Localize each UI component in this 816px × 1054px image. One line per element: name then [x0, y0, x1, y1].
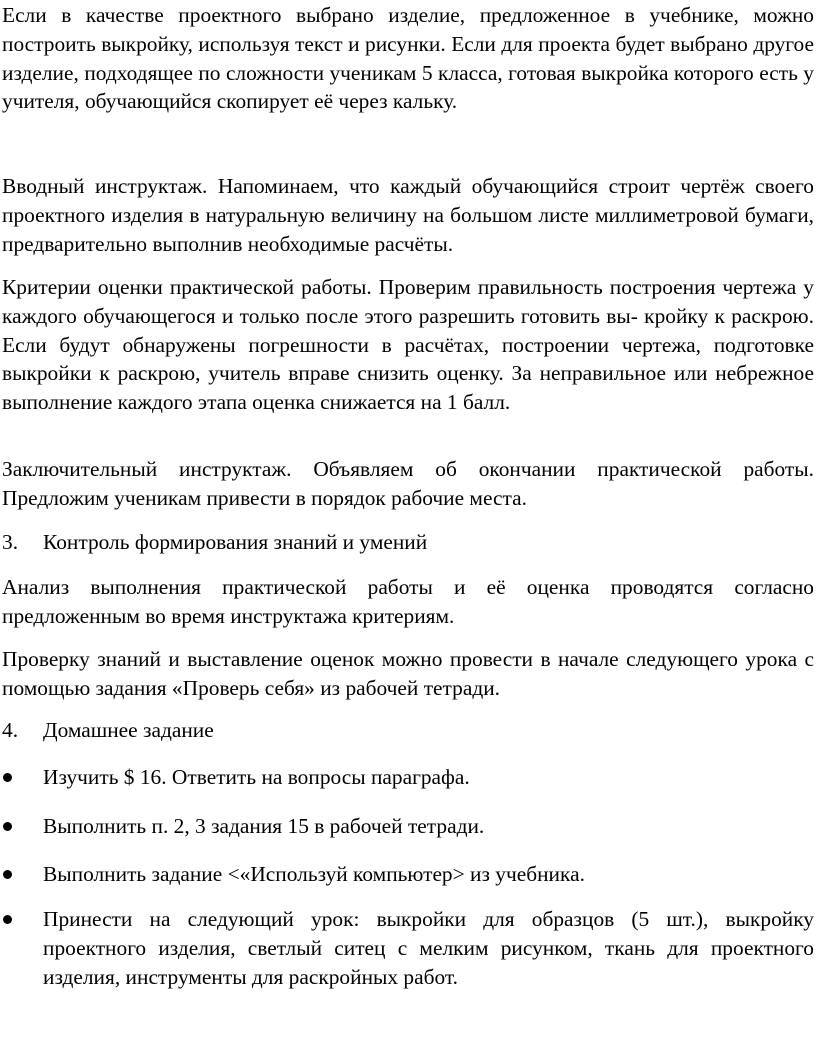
paragraph-intro-briefing: Вводный инструктаж. Напоминаем, что каждый обучающийся строит чертёж своего проектного изделия в натуральную величину на большом листе миллиметровой бумаги, предварительно выполнив необходимые расчёты.: [2, 174, 814, 256]
paragraph-final-briefing: Заключительный инструктаж. Объявляем об окончании практической работы. Предложим ученикам привести в порядок рабочие места.: [2, 457, 814, 510]
section-title: Контроль формирования знаний и умений: [43, 530, 428, 554]
bullet-icon: [2, 860, 43, 889]
paragraph-pattern-building: Если в качестве проектного выбрано изделие, предложенное в учебнике, можно построить выкройку, используя текст и рисунки. Если для проекта будет выбрано другое изделие, подходящее по сложности ученикам 5 класса, готовая выкройка которого есть у учителя, обучающийся скопирует её через кальку.: [2, 3, 814, 114]
homework-item-text: Выполнить задание <«Используй компьютер> из учебника.: [43, 862, 585, 886]
homework-list-item: [2, 812, 814, 841]
homework-list-item: [2, 763, 814, 792]
bullet-icon: [2, 905, 43, 934]
section-heading-4: [2, 716, 814, 745]
section-number: 3.: [2, 530, 19, 554]
paragraph-work-analysis: Анализ выполнения практической работы и её оценка проводятся согласно предложенным во время инструктажа критериям.: [2, 575, 814, 628]
section-heading-3: [2, 528, 814, 557]
section-number: 4.: [2, 718, 19, 742]
homework-list-item: [2, 905, 814, 991]
paragraph-knowledge-check: Проверку знаний и выставление оценок можно провести в начале следующего урока с помощью задания «Проверь себя» из рабочей тетради.: [2, 647, 814, 700]
paragraph-grading-criteria: Критерии оценки практической работы. Проверим правильность построения чертежа у каждого обучающегося и только после этого разрешить готовить вы- кройку к раскрою. Если будут обнаружены погрешности в расчётах, построении чертежа, подготовке выкройки к раскрою, учитель вправе снизить оценку. За неправильное или небрежное выполнение каждого этапа оценка снижается на 1 балл.: [2, 275, 814, 415]
homework-item-text: Изучить $ 16. Ответить на вопросы параграфа.: [43, 765, 470, 789]
homework-list-item: [2, 860, 814, 889]
homework-item-text: Принести на следующий урок: выкройки для образцов (5 шт.), выкройку проектного изделия, светлый ситец с мелким рисунком, ткань для проектного изделия, инструменты для раскройных работ.: [43, 907, 814, 989]
homework-item-text: Выполнить п. 2, 3 задания 15 в рабочей тетради.: [43, 814, 485, 838]
bullet-icon: [2, 763, 43, 792]
bullet-icon: [2, 812, 43, 841]
section-title: Домашнее задание: [43, 718, 214, 742]
